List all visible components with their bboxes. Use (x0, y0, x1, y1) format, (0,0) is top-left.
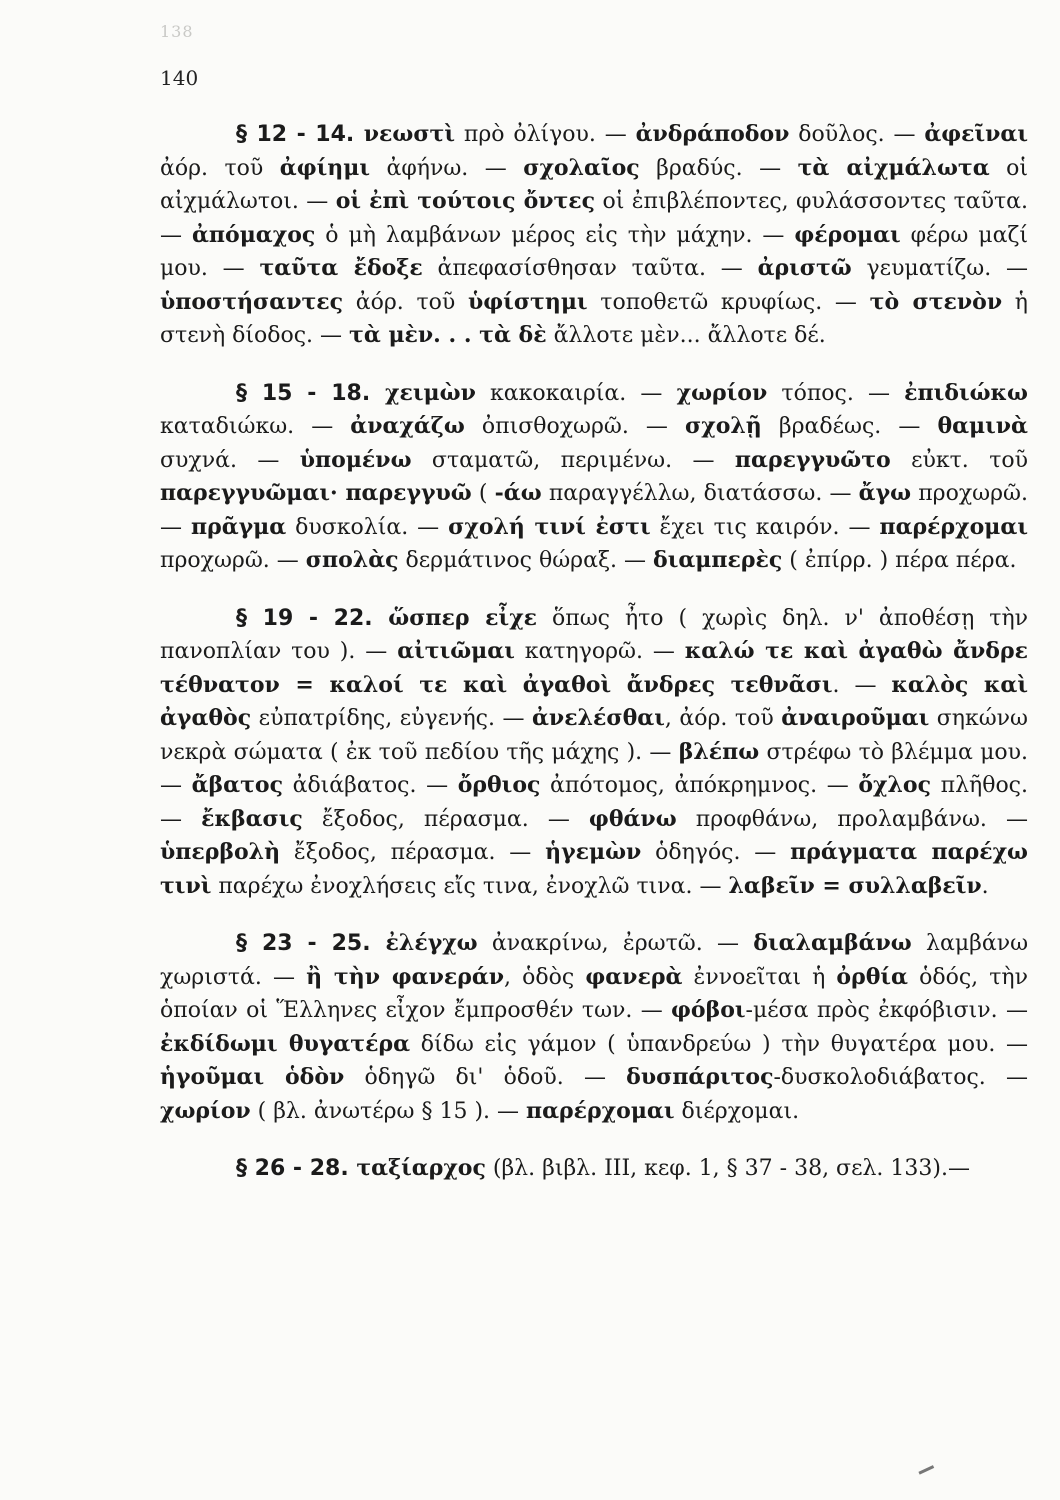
headword: διαλαμβάνω (753, 930, 912, 956)
glossary-paragraph (160, 1152, 1028, 1186)
definition-text: ( βλ. ἀνωτέρω § 15 ). — (250, 1098, 527, 1124)
headword: χωρίον (676, 379, 768, 406)
headword: παρεγγυῶτο (734, 446, 891, 473)
headword: ὑποστήσαντες (160, 288, 344, 315)
headword: βλέπω (678, 738, 760, 765)
headword: διαμπερὲς (653, 547, 783, 573)
headword: παρεγγυῶμαι· παρεγγυῶ (160, 480, 472, 506)
headword: ταξίαρχος (356, 1155, 486, 1181)
headword: ἐπιδιώκω (904, 379, 1028, 406)
headword: ὥσπερ εἶχε (388, 604, 538, 631)
headword: νεωστὶ (363, 121, 456, 147)
headword: ὑφίστημι (468, 288, 588, 315)
definition-text: ἄλλοτε μὲν... ἄλλοτε δέ. (546, 323, 826, 348)
definition-text: ἡ στενὴ δίοδος. — (160, 289, 1028, 348)
definition-text: , ὁδὸς (504, 964, 586, 990)
headword: ὄρθιος (457, 772, 541, 798)
definition-text: προχωρῶ. — (160, 548, 306, 573)
glossary-paragraph (160, 927, 1028, 1128)
headword: ἄγω (858, 480, 912, 506)
headword: τὸ στενὸν (869, 288, 1003, 315)
definition-text: ἀπότομος, ἀπόκρημνος. — (540, 773, 859, 798)
headword: ἡγεμὼν (545, 839, 642, 865)
definition-text: παρέχω ἐνοχλήσεις εἴς τινα, ἐνοχλῶ τινα. — (211, 873, 729, 899)
section-reference: § 12 - 14. (236, 122, 364, 147)
headword: φανερὰ (585, 963, 683, 990)
section-reference: § 23 - 25. (236, 931, 386, 956)
headword: ὑπομένω (299, 446, 412, 473)
definition-text: γευματίζω. — (851, 256, 1029, 281)
definition-text: κατηγορῶ. — (514, 639, 685, 664)
page-number: 140 (160, 66, 199, 90)
definition-text: τοποθετῶ κρυφίως. — (587, 289, 870, 315)
headword: οἱ ἐπὶ τούτοις ὄντες (335, 188, 596, 214)
headword: ἀνελέσθαι (532, 705, 665, 731)
headword: ἀναιροῦμαι (781, 705, 930, 731)
definition-text: ἀφήνω. — (370, 155, 524, 181)
definition-text: ἔχει τις καιρόν. — (650, 514, 880, 540)
headword: ἀνδράποδον (635, 121, 790, 147)
definition-text: (βλ. βιβλ. III, κεφ. 1, § 37 - 38, σελ. 133).— (485, 1156, 970, 1181)
headword: σχολῇ (685, 413, 762, 439)
definition-text: ἔξοδος, πέρασμα. — (280, 840, 546, 865)
headword: ἀφεῖναι (924, 121, 1029, 147)
definition-text: δυσκολία. — (286, 514, 449, 540)
definition-text: ἀπεφασίσθησαν ταῦτα. — (422, 256, 758, 281)
definition-text: τόπος. — (767, 380, 905, 406)
headword: φόβοι (671, 997, 746, 1023)
definition-text: συχνά. — (160, 447, 300, 473)
definition-text: βραδύς. — (639, 155, 798, 181)
definition-text: ἀδιάβατος. — (282, 773, 458, 798)
headword: ἐκδίδωμι θυγατέρα (160, 1030, 411, 1057)
definition-text: . (981, 873, 989, 899)
headword: παρέρχομαι (526, 1097, 675, 1124)
definition-text: σηκώνω νεκρὰ σώματα ( ἐκ τοῦ πεδίου τῆς μάχης ). — (160, 706, 1028, 765)
definition-text: προχωρῶ. — (160, 481, 1028, 540)
headword: πρᾶγμα (190, 513, 287, 540)
section-reference: § 19 - 22. (236, 605, 389, 631)
headword: λαβεῖν = συλλαβεῖν (728, 872, 982, 899)
definition-text: εὐκτ. τοῦ (890, 447, 1028, 473)
section-reference: § 15 - 18. (236, 380, 386, 406)
headword: σχολή τινί ἐστι (448, 513, 651, 540)
headword: παρέρχομαι (879, 513, 1028, 540)
headword: ἀριστῶ (757, 255, 852, 281)
headword: -άω (494, 480, 542, 506)
definition-text: προφθάνω, προλαμβάνω. — (676, 806, 1028, 832)
headword: ταῦτα ἔδοξε (259, 255, 423, 281)
definition-text: -μέσα πρὸς ἐκφόβισιν. — (745, 998, 1028, 1023)
headword: ὑπερβολὴ (160, 839, 281, 865)
definition-text: ἔξοδος, πέρασμα. — (302, 806, 589, 832)
definition-text: ὁδηγῶ δι' ὁδοῦ. — (344, 1065, 627, 1090)
headword: τὰ αἰχμάλωτα (797, 154, 990, 181)
headword: αἰτιῶμαι (397, 638, 515, 664)
headword: ἢ τὴν φανεράν (306, 963, 505, 990)
headword: ἄβατος (191, 772, 283, 798)
headword: καλὸς καὶ ἀγαθὸς (160, 671, 1029, 731)
definition-text: , ἀόρ. τοῦ (664, 706, 782, 731)
glossary-paragraph (160, 377, 1028, 578)
headword: χειμὼν (385, 379, 476, 406)
headword: ἔκβασις (201, 805, 303, 832)
definition-text: λαμβάνω χωριστά. — (160, 931, 1029, 990)
definition-text: ὅπως ἦτο ( χωρὶς δηλ. ν' ἀποθέσῃ τὴν πανοπλίαν του ). — (160, 605, 1028, 664)
headword: ἀναχάζω (350, 413, 465, 439)
definition-text: πλῆθος. — (160, 773, 1029, 832)
headword: σχολαῖος (523, 154, 640, 181)
bleed-through-page-number: 138 (160, 22, 194, 41)
headword: καλώ τε καὶ ἀγαθὼ ἄνδρε τέθνατον = καλοί τε καὶ ἀγαθοὶ ἄνδρες τεθνᾶσι (160, 638, 1028, 698)
definition-text: φέρω μαζί μου. — (160, 222, 1028, 281)
definition-text: πρὸ ὀλίγου. — (455, 122, 636, 147)
definition-text: δερμάτινος θώραξ. — (398, 548, 654, 573)
definition-text: διέρχομαι. (674, 1098, 800, 1124)
definition-text: δίδω εἰς γάμον ( ὑπανδρεύω ) τὴν θυγατέρα μου. — (410, 1031, 1028, 1057)
headword: σπολὰς (305, 547, 399, 573)
definition-text: ἀνακρίνω, ἐρωτῶ. — (477, 931, 754, 956)
headword: ἐλέγχω (385, 930, 478, 956)
definition-text: ( ἐπίρρ. ) πέρα πέρα. (782, 548, 1017, 573)
headword: ὄχλος (858, 772, 931, 798)
headword: θαμινὰ (937, 413, 1028, 439)
headword: ἡγοῦμαι ὁδὸν (160, 1064, 345, 1090)
definition-text: ὀπισθοχωρῶ. — (464, 414, 685, 439)
definition-text: καταδιώκω. — (160, 414, 351, 439)
stray-ink-mark (918, 1465, 937, 1482)
headword: χωρίον (160, 1097, 251, 1124)
definition-text: βραδέως. — (761, 414, 938, 439)
section-reference: § 26 - 28. (236, 1156, 357, 1181)
headword: φέρομαι (794, 221, 901, 248)
headword: ἀφίημι (279, 154, 371, 181)
definition-text: οἱ ἐπιβλέποντες, φυλάσσοντες ταῦτα. — (160, 189, 1028, 248)
definition-text: οἱ αἰχμάλωτοι. — (160, 155, 1029, 214)
definition-text: . — (832, 672, 892, 698)
definition-text: -δυσκολοδιάβατος. — (773, 1065, 1028, 1090)
definition-text: ἀόρ. τοῦ (160, 155, 280, 181)
definition-text: παραγγέλλω, διατάσσω. — (541, 481, 859, 506)
glossary-paragraph (160, 602, 1028, 904)
definition-text: ὁδηγός. — (641, 840, 791, 865)
headword: δυσπάριτος (626, 1064, 774, 1090)
headword: ὀρθία (836, 963, 908, 990)
definition-text: σταματῶ, περιμένω. — (411, 447, 735, 473)
definition-text: κακοκαιρία. — (475, 380, 677, 406)
headword: πράγματα παρέχω τινὶ (160, 839, 1028, 899)
definition-text: ἀόρ. τοῦ (343, 289, 468, 315)
definition-text: ( (471, 481, 495, 506)
headword: φθάνω (588, 805, 677, 832)
glossary-paragraph (160, 118, 1028, 353)
headword: ἀπόμαχος (191, 221, 316, 248)
headword: τὰ μὲν. . . τὰ δὲ (349, 322, 547, 348)
glossary-text (160, 118, 1028, 1186)
definition-text: δοῦλος. — (789, 122, 925, 147)
definition-text: ὁδός, τὴν ὁποίαν οἱ Ἕλληνες εἶχον ἔμπροσθέν των. — (160, 964, 1028, 1023)
definition-text: στρέφω τὸ βλέμμα μου. — (160, 739, 1028, 798)
definition-text: ἐννοεῖται ἡ (682, 964, 837, 990)
definition-text: ὁ μὴ λαμβάνων μέρος εἰς τὴν μάχην. — (315, 222, 795, 248)
definition-text: εὐπατρίδης, εὐγενής. — (251, 706, 532, 731)
